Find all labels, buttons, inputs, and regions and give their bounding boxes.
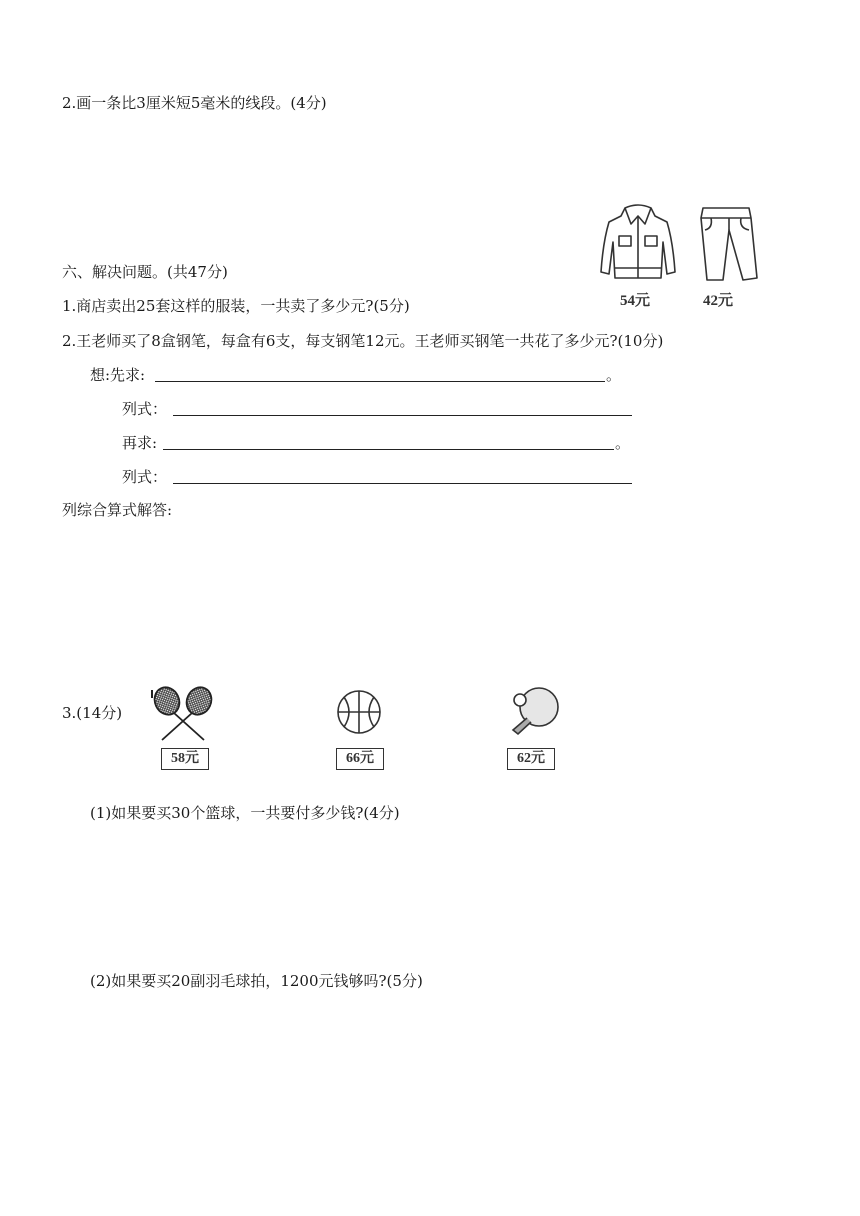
pants-icon xyxy=(697,204,759,284)
question-3: 3.(14分) xyxy=(62,704,123,722)
period: 。 xyxy=(606,366,622,384)
section-title: 六、解决问题。(共47分) xyxy=(62,263,228,281)
badminton-price: 58元 xyxy=(161,748,209,770)
question-draw-line: 2.画一条比3厘米短5毫米的线段。(4分) xyxy=(62,94,327,112)
question-3-2: (2)如果要买20副羽毛球拍，1200元钱够吗?(5分) xyxy=(90,972,423,990)
formula-line-2[interactable] xyxy=(173,483,632,484)
pants-price: 42元 xyxy=(703,293,734,309)
badminton-rackets-icon xyxy=(150,686,216,742)
answer-line-then[interactable] xyxy=(163,449,614,450)
question-1: 1.商店卖出25套这样的服装，一共卖了多少元?(5分) xyxy=(62,297,410,315)
jacket-price: 54元 xyxy=(620,293,651,309)
ping-pong-price: 62元 xyxy=(507,748,555,770)
period: 。 xyxy=(615,434,631,452)
answer-line-first[interactable] xyxy=(155,381,605,382)
think-first-label: 想:先求: xyxy=(90,366,146,384)
basketball-icon xyxy=(334,688,384,736)
question-3-1: (1)如果要买30个篮球，一共要付多少钱?(4分) xyxy=(90,804,400,822)
formula-line-1[interactable] xyxy=(173,415,632,416)
jacket-icon xyxy=(597,202,679,282)
then-label: 再求: xyxy=(122,434,158,452)
combined-label: 列综合算式解答: xyxy=(62,501,173,519)
basketball-price: 66元 xyxy=(336,748,384,770)
formula-label-1: 列式： xyxy=(122,400,168,418)
ping-pong-paddle-icon xyxy=(505,686,563,736)
formula-label-2: 列式： xyxy=(122,468,168,486)
question-2: 2.王老师买了8盒钢笔，每盒有6支，每支钢笔12元。王老师买钢笔一共花了多少元?(10分) xyxy=(62,332,664,350)
